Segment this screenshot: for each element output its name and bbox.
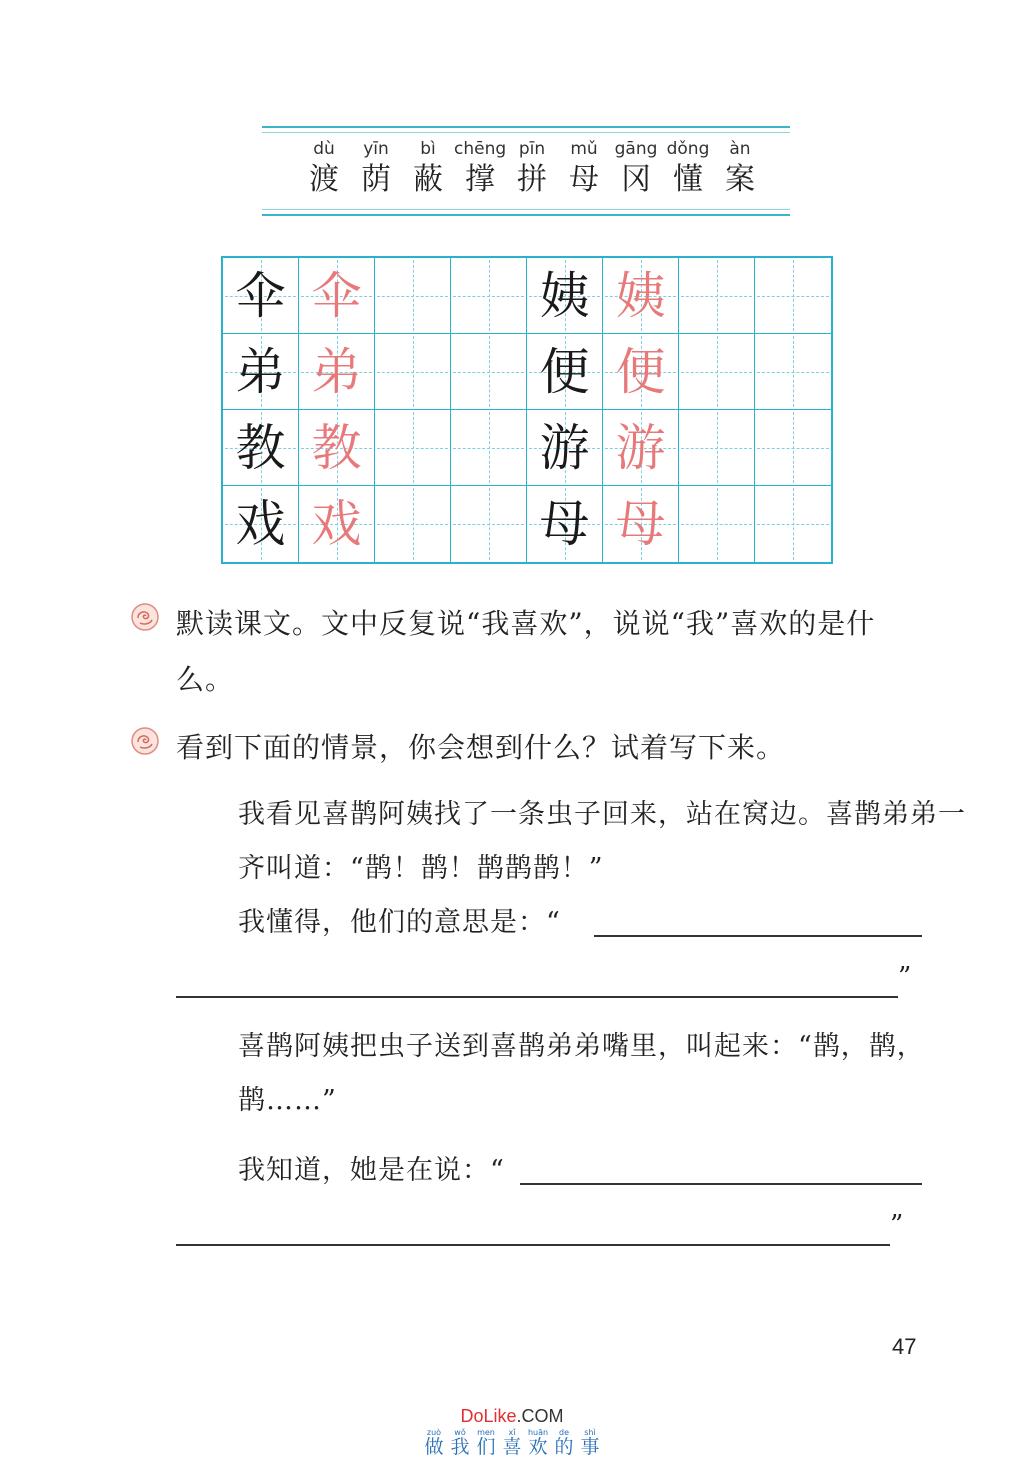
trace-char: 戏 [311, 495, 362, 553]
new-word-pinyin: gāng [614, 139, 658, 159]
grid-cell-model [527, 258, 603, 334]
new-words-row [298, 138, 766, 200]
grid-cell-trace [603, 334, 679, 410]
new-word-char: 蔽 [413, 162, 443, 197]
model-char: 便 [539, 342, 590, 401]
model-char: 戏 [235, 495, 286, 553]
slogan-char: 事 [580, 1436, 600, 1458]
grid-cell-blank[interactable] [375, 334, 451, 410]
model-char: 游 [539, 418, 590, 477]
grid-cell-model [223, 334, 299, 410]
new-word-char: 拼 [517, 162, 547, 197]
model-char: 姨 [539, 266, 590, 325]
grid-cell-trace [603, 486, 679, 562]
grid-cell-trace [299, 410, 375, 486]
trace-char: 弟 [311, 342, 362, 401]
new-word-4 [506, 138, 558, 200]
trace-char: 教 [311, 418, 362, 477]
trace-char: 姨 [615, 266, 666, 325]
model-char: 伞 [235, 266, 286, 325]
grid-cell-model [223, 486, 299, 562]
new-words-band [262, 126, 790, 216]
new-word-7 [662, 138, 714, 200]
new-word-char: 母 [569, 162, 599, 197]
passage-paragraph-1: 我看见喜鹊阿姨找了一条虫子回来，站在窝边。喜鹊弟弟一齐叫道：“鹊！鹊！鹊鹊鹊！” [238, 799, 966, 884]
slogan-char: 我 [450, 1436, 470, 1458]
answer-blank-1b[interactable] [176, 996, 898, 998]
new-word-2 [402, 138, 454, 200]
new-word-char: 懂 [673, 162, 703, 197]
band-inner-bottom-rule [262, 209, 790, 210]
question-1-text: 默读课文。文中反复说“我喜欢”，说说“我”喜欢的是什么。 [176, 607, 876, 696]
new-word-char: 撑 [465, 162, 495, 197]
grid-cell-blank[interactable] [451, 410, 527, 486]
writing-practice-grid [221, 256, 833, 564]
grid-cell-model [223, 410, 299, 486]
new-word-5 [558, 138, 610, 200]
slogan-pinyin-syllable: shì [584, 1428, 596, 1437]
new-word-pinyin: dǒng [666, 139, 710, 159]
grid-cell-trace [299, 334, 375, 410]
question-1 [130, 596, 926, 708]
new-word-pinyin: mǔ [570, 139, 598, 159]
grid-cell-blank[interactable] [451, 486, 527, 562]
passage-paragraph-4: 我知道，她是在说：“ [238, 1155, 505, 1186]
new-word-char: 冈 [621, 162, 651, 197]
close-quote-2: ” [890, 1210, 904, 1240]
question-2-text: 看到下面的情景，你会想到什么？试着写下来。 [176, 731, 786, 764]
new-word-char: 渡 [309, 162, 339, 197]
swirl-icon [130, 602, 160, 632]
grid-cell-model [527, 334, 603, 410]
slogan-char: 喜 [502, 1436, 522, 1458]
grid-cell-blank[interactable] [679, 486, 755, 562]
grid-cell-model [527, 410, 603, 486]
grid-cell-trace [299, 486, 375, 562]
brand-do: DoLike [460, 1406, 517, 1426]
slogan-char: 做 [424, 1436, 444, 1458]
slogan-pinyin-syllable: de [559, 1428, 569, 1437]
slogan-pinyin-syllable: men [477, 1428, 495, 1437]
new-word-3 [454, 138, 506, 200]
model-char: 母 [539, 495, 590, 553]
new-word-0 [298, 138, 350, 200]
new-word-pinyin: dù [313, 139, 335, 159]
answer-blank-2a[interactable] [520, 1183, 922, 1185]
grid-cell-trace [299, 258, 375, 334]
footer-watermark [0, 1406, 1024, 1457]
slogan-pinyin-syllable: xǐ [508, 1428, 516, 1437]
passage-paragraph-3: 喜鹊阿姨把虫子送到喜鹊弟弟嘴里，叫起来：“鹊，鹊，鹊……” [238, 1031, 925, 1116]
slogan-char: 欢 [528, 1436, 548, 1458]
grid-cell-blank[interactable] [451, 258, 527, 334]
grid-cell-trace [603, 410, 679, 486]
new-word-pinyin: yīn [363, 139, 389, 159]
grid-cell-blank[interactable] [679, 258, 755, 334]
grid-cell-blank[interactable] [755, 410, 831, 486]
slogan-pinyin-syllable: zuò [426, 1428, 442, 1437]
slogan [0, 1437, 1024, 1457]
brand-com: .COM [516, 1406, 564, 1426]
passage-paragraph-2: 我懂得，他们的意思是：“ [238, 907, 561, 938]
grid-cell-model [223, 258, 299, 334]
answer-blank-1a[interactable] [594, 935, 922, 937]
band-inner-top-rule [262, 132, 790, 133]
grid-cell-blank[interactable] [375, 410, 451, 486]
new-word-1 [350, 138, 402, 200]
model-char: 弟 [235, 342, 286, 401]
new-word-pinyin: àn [729, 139, 751, 159]
trace-char: 伞 [311, 266, 362, 325]
trace-char: 游 [615, 418, 666, 477]
slogan-pinyin-syllable: huān [527, 1428, 549, 1437]
grid-cell-blank[interactable] [679, 410, 755, 486]
new-word-char: 荫 [361, 162, 391, 197]
slogan-char: 的 [554, 1436, 574, 1458]
grid-cell-blank[interactable] [375, 258, 451, 334]
slogan-pinyin-syllable: wǒ [454, 1428, 466, 1437]
trace-char: 便 [615, 342, 666, 401]
new-word-8 [714, 138, 766, 200]
brand-logo [0, 1406, 1024, 1427]
grid-cell-blank[interactable] [755, 334, 831, 410]
grid-cell-model [527, 486, 603, 562]
question-2 [130, 720, 926, 776]
grid-cell-trace [603, 258, 679, 334]
grid-cell-blank[interactable] [679, 334, 755, 410]
new-word-pinyin: pīn [518, 139, 546, 159]
slogan-char: 们 [476, 1436, 496, 1458]
model-char: 教 [235, 418, 286, 477]
grid-cell-blank[interactable] [451, 334, 527, 410]
new-word-char: 案 [725, 162, 755, 197]
grid-cell-blank[interactable] [755, 486, 831, 562]
new-word-pinyin: bì [420, 139, 436, 159]
answer-blank-2b[interactable] [176, 1244, 890, 1246]
new-word-pinyin: chēng [454, 139, 507, 159]
grid-cell-blank[interactable] [375, 486, 451, 562]
swirl-icon [130, 726, 160, 756]
grid-cell-blank[interactable] [755, 258, 831, 334]
trace-char: 母 [615, 495, 666, 553]
new-word-6 [610, 138, 662, 200]
page-number: 47 [892, 1334, 917, 1359]
close-quote-1: ” [898, 962, 912, 992]
